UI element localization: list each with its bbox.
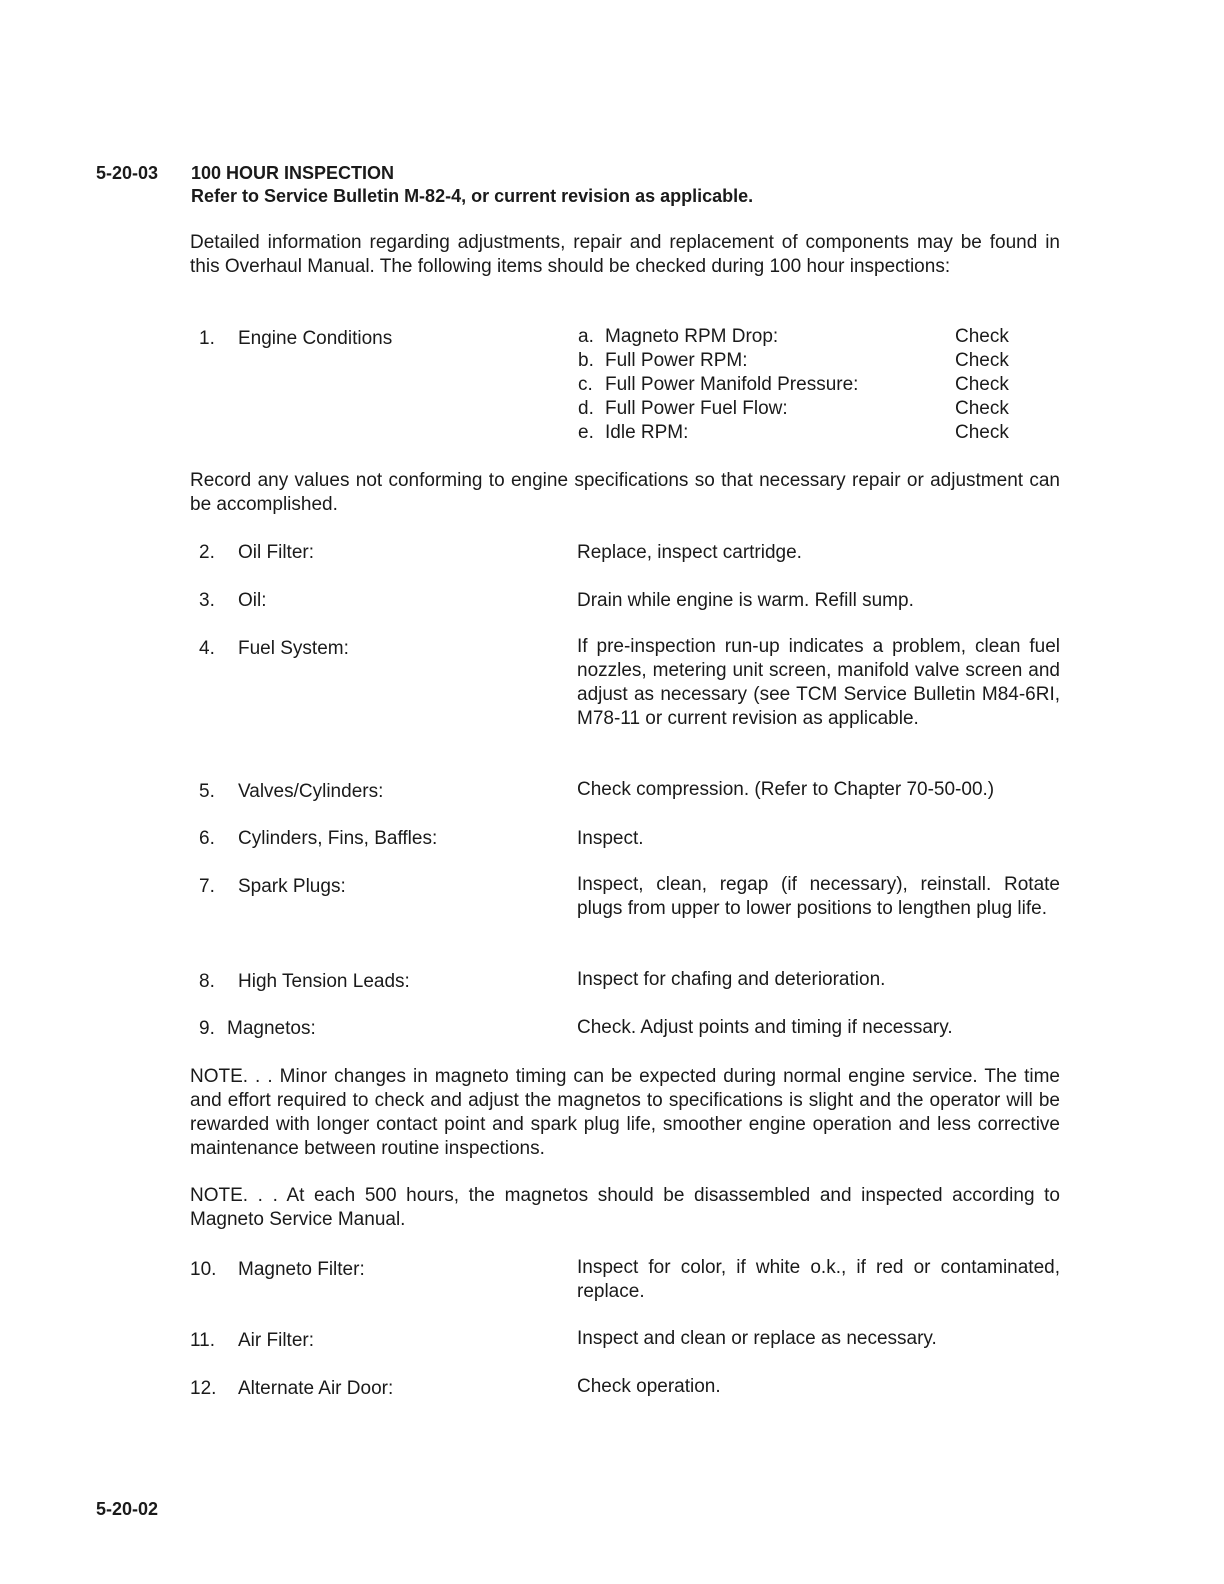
note-magneto-timing: NOTE. . . Minor changes in magneto timing can be expected during normal engine service. The time and effort required to check and adjust the magnetos to specifications is slight and the operator will be rewarded with longer contact point and spark plug life, smoother engine operation and less corrective maintenance between routine inspections. — [190, 1066, 1060, 1159]
item-label: Magnetos: — [227, 1018, 316, 1039]
check-letter: a. — [578, 326, 594, 347]
item-label: Fuel System: — [238, 638, 349, 659]
item-description: Inspect for color, if white o.k., if red or contaminated, replace. — [577, 1257, 1060, 1302]
item-description: Inspect, clean, regap (if necessary), reinstall. Rotate plugs from upper to lower positions to lengthen plug life. — [577, 874, 1060, 919]
page-number: 5-20-02 — [96, 1499, 159, 1519]
item-number: 8. — [199, 971, 215, 992]
item-description: Check operation. — [577, 1376, 721, 1397]
check-text: Full Power RPM: — [605, 350, 748, 371]
record-note-paragraph: Record any values not conforming to engine specifications so that necessary repair or adjustment can be accomplished. — [190, 470, 1060, 515]
item-description: Check. Adjust points and timing if necessary. — [577, 1017, 953, 1038]
item-description: Inspect. — [577, 828, 644, 849]
item-number: 12. — [190, 1378, 217, 1399]
intro-paragraph: Detailed information regarding adjustments, repair and replacement of components may be found in this Overhaul Manual. The following items should be checked during 100 hour inspections: — [190, 232, 1060, 277]
item-label: Magneto Filter: — [238, 1259, 365, 1280]
item-label: Oil: — [238, 590, 267, 611]
item-label: Air Filter: — [238, 1330, 314, 1351]
item-description: Inspect for chafing and deterioration. — [577, 969, 886, 990]
item-label: Cylinders, Fins, Baffles: — [238, 828, 438, 849]
item-label: High Tension Leads: — [238, 971, 410, 992]
service-bulletin-reference: Refer to Service Bulletin M-82-4, or current revision as applicable. — [191, 186, 754, 206]
check-letter: e. — [578, 422, 594, 443]
item-label: Oil Filter: — [238, 542, 314, 563]
item-number: 10. — [190, 1259, 217, 1280]
item-description: Check compression. (Refer to Chapter 70-50-00.) — [577, 779, 995, 800]
check-text: Idle RPM: — [605, 422, 689, 443]
check-letter: d. — [578, 398, 594, 419]
item-number: 4. — [199, 638, 215, 659]
item-label: Spark Plugs: — [238, 876, 346, 897]
check-action: Check — [955, 374, 1009, 395]
item-label-engine-conditions: Engine Conditions — [238, 328, 393, 349]
item-description: Drain while engine is warm. Refill sump. — [577, 590, 914, 611]
item-number: 6. — [199, 828, 215, 849]
check-text: Full Power Manifold Pressure: — [605, 374, 859, 395]
check-text: Full Power Fuel Flow: — [605, 398, 788, 419]
item-label: Valves/Cylinders: — [238, 781, 384, 802]
check-action: Check — [955, 326, 1009, 347]
item-description: If pre-inspection run-up indicates a problem, clean fuel nozzles, metering unit screen, manifold valve screen and adjust as necessary (see TCM Service Bulletin M84-6RI, M78-11 or current revision as applicable. — [577, 636, 1060, 729]
note-500-hours: NOTE. . . At each 500 hours, the magnetos should be disassembled and inspected according to Magneto Service Manual. — [190, 1185, 1060, 1230]
check-action: Check — [955, 422, 1009, 443]
item-description: Inspect and clean or replace as necessary. — [577, 1328, 937, 1349]
section-number: 5-20-03 — [96, 163, 159, 183]
item-number: 11. — [190, 1330, 216, 1351]
check-letter: c. — [578, 374, 593, 395]
check-action: Check — [955, 398, 1009, 419]
item-label: Alternate Air Door: — [238, 1378, 394, 1399]
item-number: 7. — [199, 876, 215, 897]
item-number: 2. — [199, 542, 215, 563]
check-action: Check — [955, 350, 1009, 371]
item-description: Replace, inspect cartridge. — [577, 542, 802, 563]
section-title: 100 HOUR INSPECTION — [191, 163, 395, 183]
item-number: 3. — [199, 590, 215, 611]
check-text: Magneto RPM Drop: — [605, 326, 779, 347]
item-number: 9. — [199, 1018, 215, 1039]
item-number: 1. — [199, 328, 215, 349]
item-number: 5. — [199, 781, 215, 802]
check-letter: b. — [578, 350, 594, 371]
